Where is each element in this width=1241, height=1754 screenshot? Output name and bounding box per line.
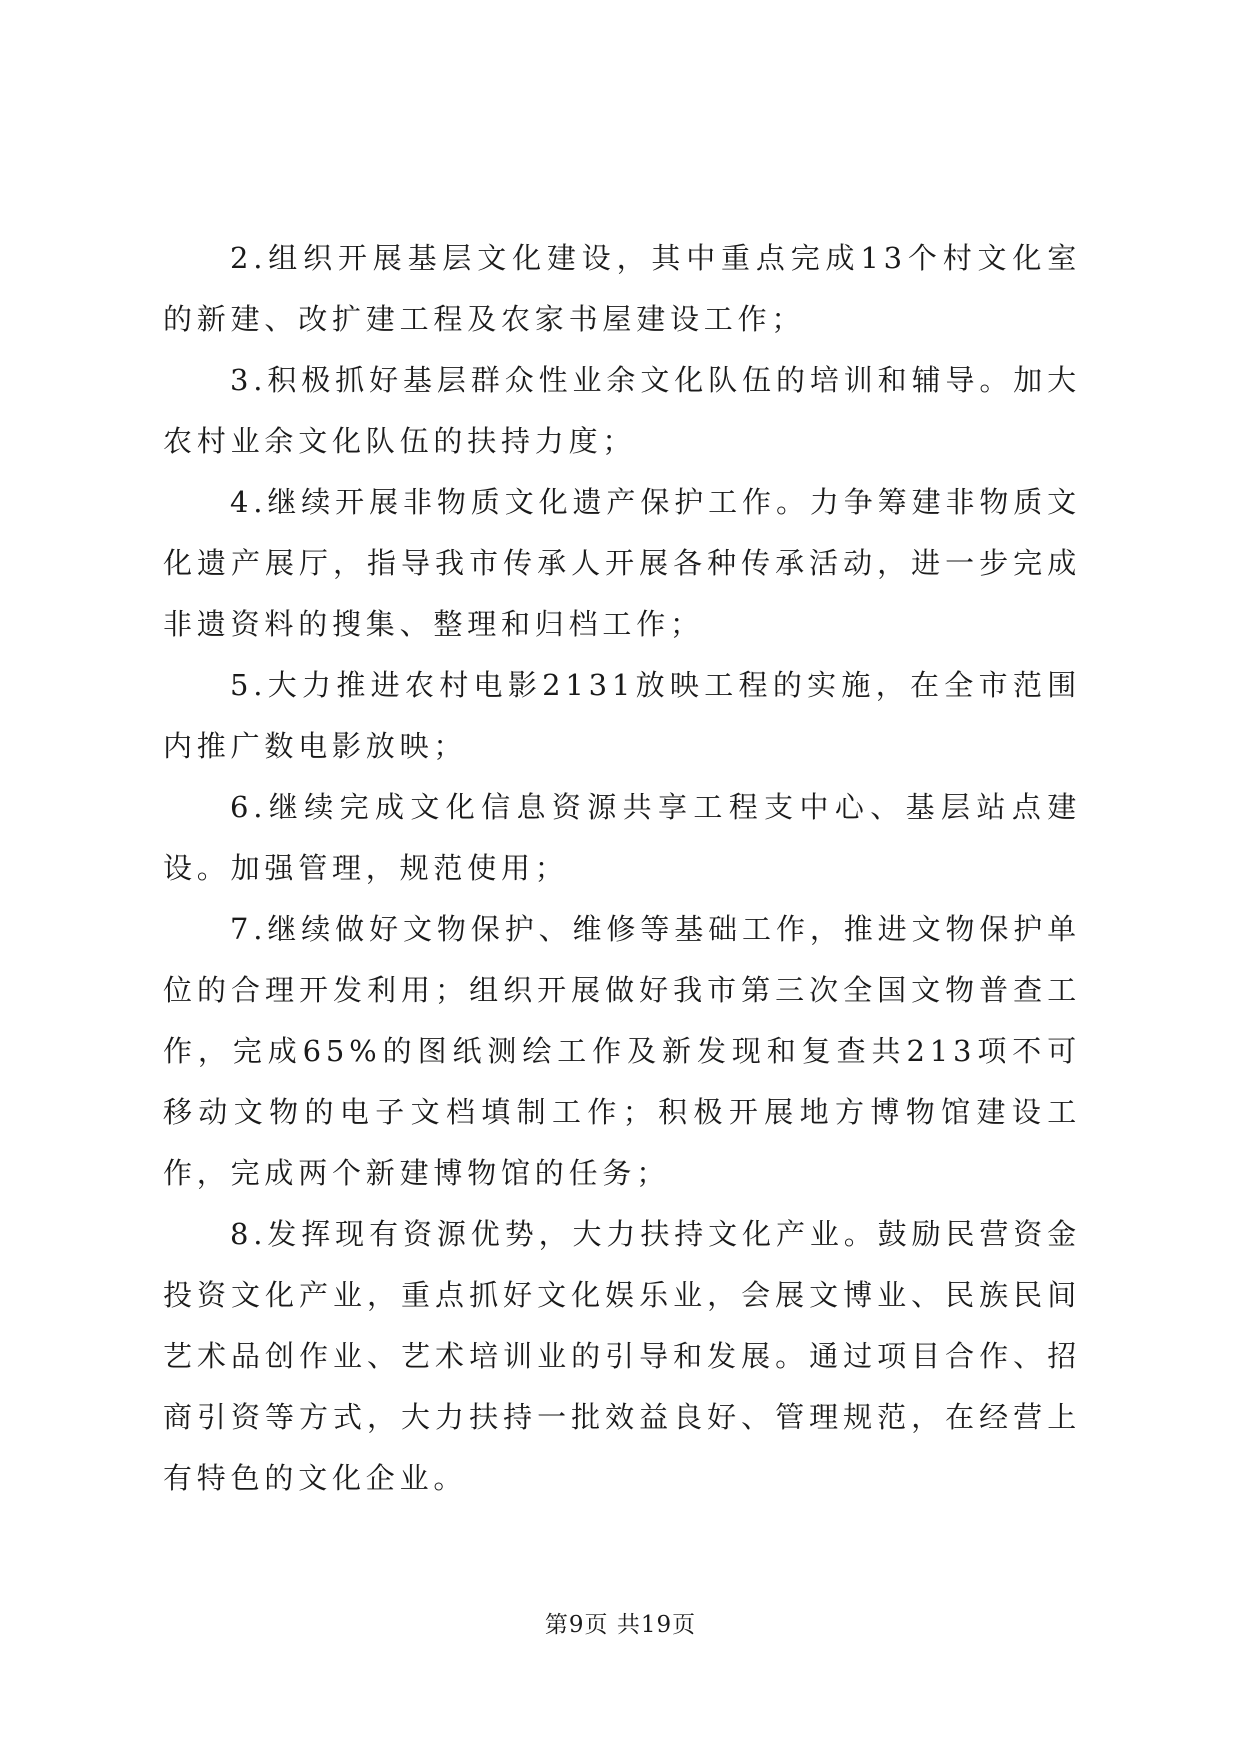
paragraph-item-5: 5.大力推进农村电影2131放映工程的实施，在全市范围内推广数电影放映； — [163, 668, 1081, 763]
document-body — [163, 228, 1081, 1509]
paragraph-item-4: 4.继续开展非物质文化遗产保护工作。力争筹建非物质文化遗产展厅，指导我市传承人开展各种传承活动，进一步完成非遗资料的搜集、整理和归档工作； — [163, 485, 1081, 641]
paragraph-item-3: 3.积极抓好基层群众性业余文化队伍的培训和辅导。加大农村业余文化队伍的扶持力度； — [163, 363, 1081, 458]
paragraph-item-7: 7.继续做好文物保护、维修等基础工作，推进文物保护单位的合理开发利用；组织开展做好我市第三次全国文物普查工作，完成65%的图纸测绘工作及新发现和复查共213项不可移动文物的电子文档填制工作；积极开展地方博物馆建设工作，完成两个新建博物馆的任务； — [163, 912, 1081, 1190]
paragraph-item-2: 2.组织开展基层文化建设，其中重点完成13个村文化室的新建、改扩建工程及农家书屋建设工作； — [163, 241, 1081, 336]
paragraph-item-8: 8.发挥现有资源优势，大力扶持文化产业。鼓励民营资金投资文化产业，重点抓好文化娱乐业，会展文博业、民族民间艺术品创作业、艺术培训业的引导和发展。通过项目合作、招商引资等方式，大力扶持一批效益良好、管理规范，在经营上有特色的文化企业。 — [163, 1217, 1081, 1495]
paragraph-item-6: 6.继续完成文化信息资源共享工程支中心、基层站点建设。加强管理，规范使用； — [163, 790, 1081, 885]
page-number-footer: 第9页 共19页 — [544, 1612, 697, 1638]
